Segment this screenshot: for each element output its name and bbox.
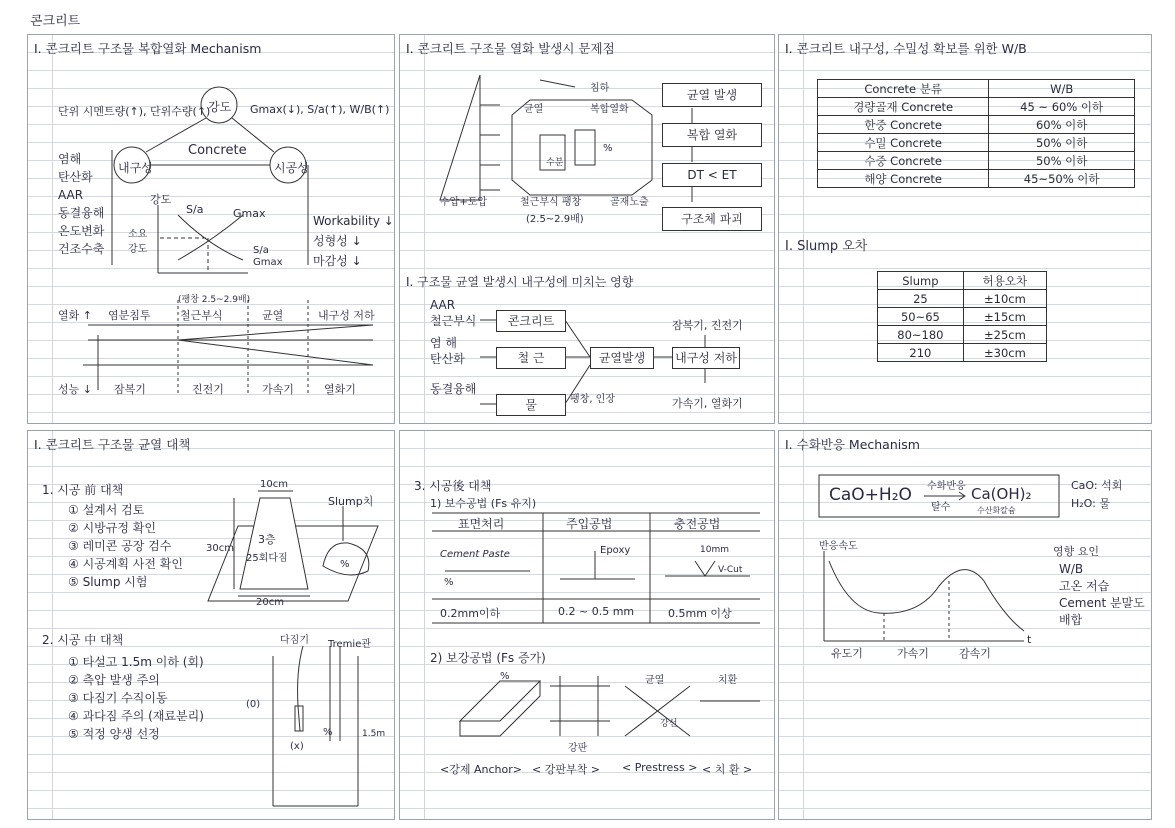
factor-title: 영향 요인: [1053, 545, 1100, 558]
fig-label: 균열: [645, 675, 665, 686]
legend-item: H₂O: 물: [1071, 497, 1110, 510]
early-stage-label: 잠복기, 진전기: [672, 319, 743, 332]
reinforce-method: < 치 환 >: [702, 763, 753, 776]
table-header: W/B: [989, 80, 1135, 98]
timeline-foot: 열화기: [324, 383, 356, 396]
panel-wb-ratio: [778, 34, 1152, 424]
list-item: ④ 시공계획 사전 확인: [68, 557, 183, 571]
panel-deterioration-problems: [399, 34, 775, 424]
timeline-head: 철근부식: [180, 309, 223, 322]
fig-label: 10mm: [700, 545, 729, 555]
cement-water-label: 단위 시멘트량(↑), 단위수량(↑): [58, 105, 211, 118]
panel-title: I. 콘크리트 내구성, 수밀성 확보를 위한 W/B: [785, 41, 1027, 56]
timeline-foot: 가속기: [262, 383, 294, 396]
fig-label: %: [603, 143, 613, 154]
expansion-note: (팽창 2.5~2.9배): [178, 295, 251, 305]
factor-list: [1059, 561, 1145, 629]
timeline-foot: 잠복기: [114, 383, 146, 396]
fig-label: 침하: [590, 83, 610, 94]
equation-right: Ca(OH)₂: [971, 485, 1032, 503]
panel-title: I. 콘크리트 구조물 열화 발생시 문제점: [406, 41, 615, 56]
cause-label: 철근부식: [430, 314, 477, 328]
fig-label: V-Cut: [718, 565, 743, 575]
reinforce-subtitle: 2) 보강공법 (Fs 증가): [430, 651, 546, 665]
cause-item: AAR: [58, 188, 84, 202]
table-header: Slump: [878, 272, 964, 290]
fig-label: Epoxy: [600, 545, 631, 556]
cone-label: 10cm: [260, 479, 288, 490]
fig-label: 강판: [568, 743, 588, 754]
fig-label: 1.5m: [362, 729, 386, 739]
table-header: Concrete 분류: [818, 80, 989, 98]
phase-label: 가속기: [897, 647, 929, 660]
table-row: 한중 Concrete 60% 이하: [818, 116, 1135, 134]
cause-label: AAR: [430, 298, 456, 312]
late-stage-label: 가속기, 열화기: [672, 397, 743, 410]
graph-gmax-label: Gmax: [233, 207, 266, 220]
concrete-label: Concrete: [188, 143, 247, 158]
table-row: 210 ±30cm: [878, 344, 1047, 362]
flow-step: DT < ET: [662, 163, 762, 187]
fig-label: 균열: [524, 104, 544, 115]
gmax-label: Gmax(↓), S/a(↑), W/B(↑): [250, 103, 390, 116]
fig-label: 강선: [660, 719, 678, 729]
box-crack: 균열발생: [590, 347, 654, 369]
slump-table: [877, 271, 1047, 362]
cause-label: 염 해: [430, 336, 457, 350]
graph-x-label: S/a Gmax: [253, 245, 283, 268]
list-item: ④ 과다짐 주의 (재료분리): [68, 709, 204, 723]
graph-sa-label: S/a: [186, 203, 204, 216]
flow-step: 복합 열화: [662, 123, 762, 147]
flow-step: 균열 발생: [662, 83, 762, 107]
phase-label: 감속기: [959, 647, 991, 660]
timeline-head: 내구성 저하: [318, 309, 375, 322]
table-row: 25 ±10cm: [878, 290, 1047, 308]
limit-value: 0.5mm 이상: [668, 607, 732, 620]
panel-title: I. 콘크리트 구조물 균열 대책: [34, 437, 191, 452]
table-row: 80~180 ±25cm: [878, 326, 1047, 344]
fig-label: 철근부식 팽창: [520, 197, 582, 208]
cone-label: 30cm: [206, 543, 234, 554]
list-item: ② 시방규정 확인: [68, 521, 156, 535]
durability-node: 내구성: [118, 161, 153, 175]
box-water: 물: [496, 394, 566, 416]
cause-label: 탄산화: [430, 352, 465, 366]
graph-required-label: 소요 강도: [128, 229, 148, 255]
panel-crack-countermeasures: [27, 430, 395, 820]
panel-post-construction: [399, 430, 775, 820]
slump-cone-figure: [28, 431, 394, 819]
cause-label: 동결융해: [430, 382, 477, 396]
phase-label: 유도기: [831, 647, 863, 660]
timeline-head: 열화 ↑: [58, 309, 92, 322]
graph-y-label: 강도: [150, 193, 172, 206]
sheet-title: 콘크리트: [30, 14, 81, 29]
cone-label: 20cm: [256, 597, 284, 608]
effect-item: 성형성 ↓: [313, 234, 362, 248]
fig-label: 다짐기: [280, 635, 309, 646]
cone-label: 3층: [258, 533, 276, 546]
method-header: 표면처리: [458, 517, 505, 531]
section-during: 2. 시공 中 대책: [42, 633, 124, 647]
cone-label: %: [340, 559, 350, 570]
equation-top: 수화반응: [927, 481, 966, 492]
equation-bottom: 탈수: [931, 502, 951, 513]
cause-item: 탄산화: [58, 170, 93, 184]
fig-label: (0): [246, 699, 261, 710]
workability-node: 시공성: [274, 161, 309, 175]
fig-label: (x): [290, 741, 304, 752]
cone-label: 25회다짐: [246, 553, 288, 564]
equation-note: 수산화칼슘: [977, 506, 1016, 515]
fig-label: (2.5~2.9배): [526, 214, 584, 225]
legend-item: CaO: 석회: [1071, 479, 1123, 492]
timeline-head: 염분침투: [108, 309, 151, 322]
reinforce-method: < 강판부착 >: [532, 763, 600, 776]
factor-item: Cement 분말도: [1059, 596, 1145, 610]
list-item: ⑤ Slump 시험: [68, 575, 148, 589]
timeline-foot: 진전기: [192, 383, 224, 396]
fig-label: Cement Paste: [440, 549, 510, 560]
list-item: ② 측압 발생 주의: [68, 673, 160, 687]
panel-title: I. 구조물 균열 발생시 내구성에 미치는 영향: [406, 275, 634, 289]
timeline-foot: 성능 ↓: [58, 383, 92, 396]
fig-label: Tremie관: [328, 639, 372, 650]
method-header: 충전공법: [674, 517, 721, 531]
fig-label: 수분: [546, 158, 564, 168]
fig-label: %: [500, 671, 510, 682]
wb-table: [817, 79, 1135, 188]
table-row: 50~65 ±15cm: [878, 308, 1047, 326]
list-item: ① 타설고 1.5m 이하 (회): [68, 655, 204, 669]
strength-node: 강도: [208, 100, 232, 114]
cause-labels: [430, 297, 476, 397]
fig-label: %: [444, 577, 454, 588]
effect-item: 마감성 ↓: [313, 254, 362, 268]
list-item: ① 설계서 검토: [68, 503, 145, 517]
limit-value: 0.2 ~ 0.5 mm: [558, 605, 635, 618]
y-axis-label: 반응속도: [819, 541, 858, 552]
cause-item: 염해: [58, 152, 82, 166]
table-row: 수중 Concrete 50% 이하: [818, 152, 1135, 170]
cause-item: 온도변화: [58, 224, 105, 238]
list-item: ③ 레미콘 공장 검수: [68, 539, 172, 553]
effect-item: Workability ↓: [313, 214, 394, 228]
fig-label: 치환: [718, 675, 738, 686]
box-rebar: 철 근: [496, 347, 566, 369]
method-header: 주입공법: [566, 517, 613, 531]
fig-label: 골재노출: [610, 197, 649, 208]
panel-hydration: [778, 430, 1152, 820]
repair-subtitle: 1) 보수공법 (Fs 유지): [430, 497, 537, 510]
factor-item: 배합: [1059, 613, 1083, 627]
factor-item: 고온 저습: [1059, 579, 1110, 593]
limit-value: 0.2mm이하: [440, 607, 501, 620]
reinforce-method: <강제 Anchor>: [440, 763, 522, 776]
timeline-head: 균열: [262, 309, 284, 322]
panel-title: I. 수화반응 Mechanism: [785, 437, 920, 452]
equation-left: CaO+H₂O: [829, 485, 912, 505]
slump-title: I. Slump 오차: [785, 239, 868, 254]
cause-item: 동결융해: [58, 206, 105, 220]
box-durability: 내구성 저하: [672, 347, 740, 369]
cone-label: Slump치: [328, 495, 374, 508]
factor-item: W/B: [1059, 562, 1084, 576]
section-before: 1. 시공 前 대책: [42, 483, 124, 497]
cause-item: 건조수축: [58, 242, 105, 256]
fig-label: %: [323, 727, 333, 738]
list-item: ③ 다짐기 수직이동: [68, 691, 168, 705]
table-header: 허용오차: [963, 272, 1046, 290]
table-row: 경량골재 Concrete 45 ~ 60% 이하: [818, 98, 1135, 116]
panel-title: I. 콘크리트 구조물 복합열화 Mechanism: [34, 41, 262, 56]
list-item: ⑤ 적정 양생 선정: [68, 727, 160, 741]
workability-effects: [313, 211, 394, 271]
during-list: [68, 653, 204, 743]
fig-label: 수압+토압: [440, 197, 488, 208]
reinforce-method: < Prestress >: [622, 761, 698, 774]
deterioration-causes: [58, 150, 104, 258]
expansion-label: 팽창, 인장: [570, 394, 615, 405]
panel-composite-deterioration: [27, 34, 395, 424]
section-after: 3. 시공後 대책: [414, 479, 492, 493]
fig-label: 복합열화: [590, 104, 629, 115]
table-row: 수밀 Concrete 50% 이하: [818, 134, 1135, 152]
x-axis-label: t: [1027, 633, 1032, 646]
flow-step: 구조체 파괴: [662, 207, 762, 231]
table-row: 해양 Concrete 45~50% 이하: [818, 170, 1135, 188]
box-concrete: 콘크리트: [496, 310, 566, 332]
